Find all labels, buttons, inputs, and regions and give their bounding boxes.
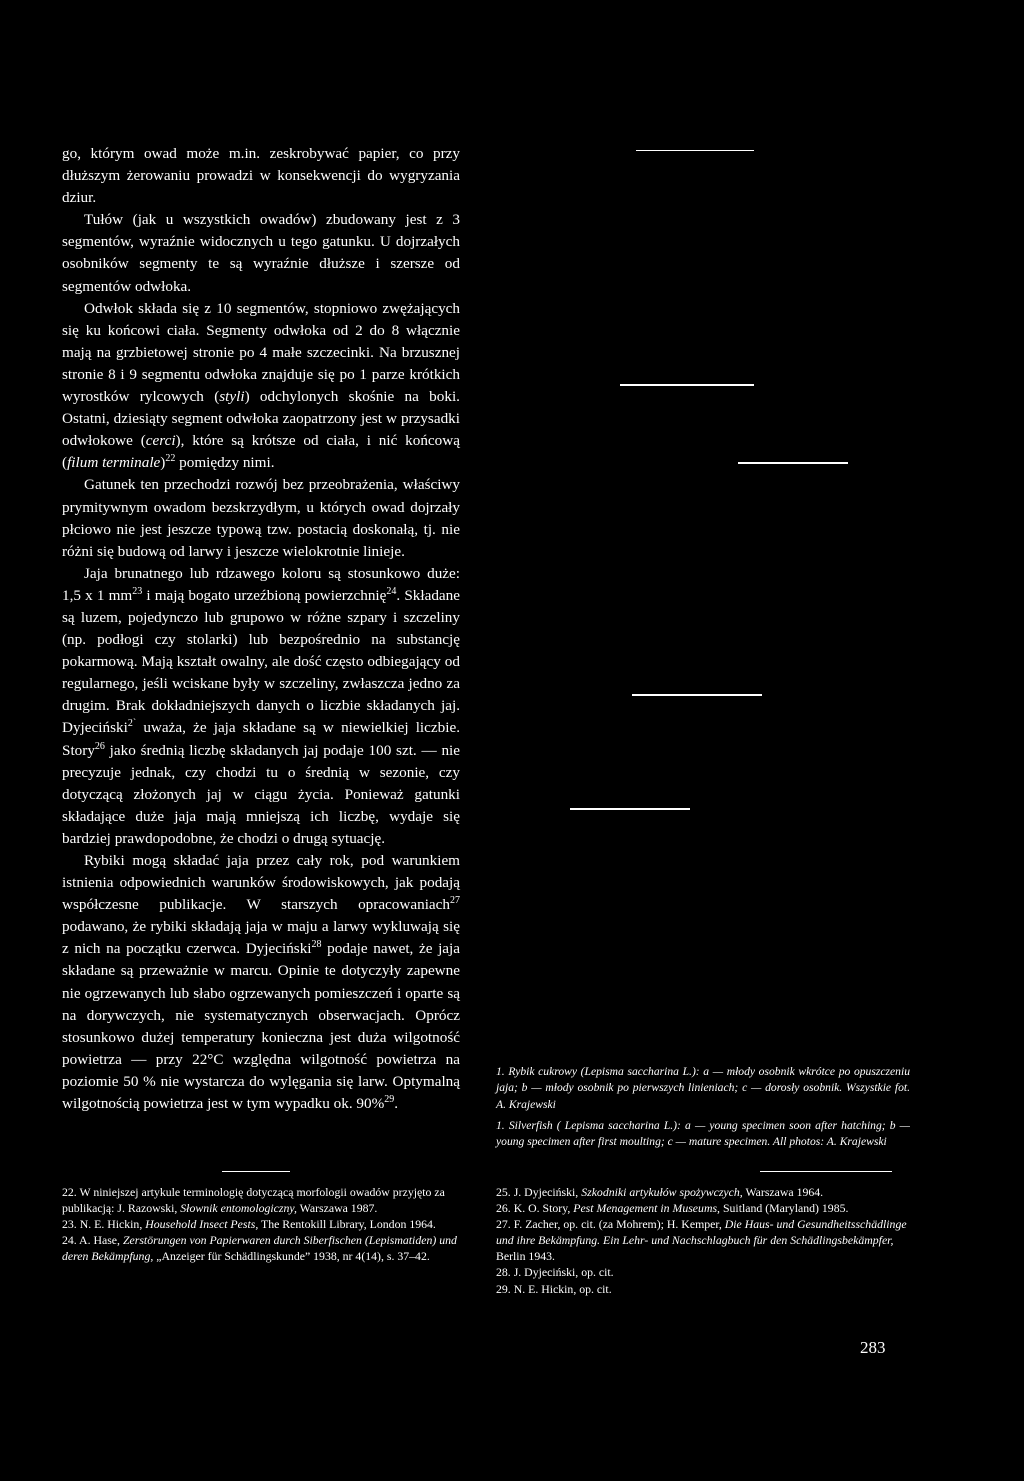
footnote-separator bbox=[760, 1171, 892, 1172]
paragraph: Tułów (jak u wszystkich owadów) zbudowany jest z 3 segmentów, wyraźnie widocznych u tego gatunku. U dojrzałych osobników segmenty te są wyraźnie dłuższe i szersze od segmentów odwłoka. bbox=[62, 211, 460, 295]
footnotes-left bbox=[62, 1184, 460, 1264]
footnote: 24. A. Hase, Zerstörungen von Papierwaren durch Siberfischen (Lepismatiden) und deren Bekämpfung, „Anzeiger für Schädlingskunde” 1938, nr 4(14), s. 37–42. bbox=[62, 1233, 457, 1264]
footnote-separator bbox=[222, 1171, 290, 1172]
photo-edge-line bbox=[738, 462, 848, 464]
photo-edge-line bbox=[620, 384, 754, 386]
footnote-ref: 23 bbox=[132, 585, 143, 597]
page-number: 283 bbox=[860, 1338, 886, 1357]
footnote-ref: 2` bbox=[127, 718, 137, 730]
photo-edge-line bbox=[570, 808, 690, 810]
paragraph: go, którym owad może m.in. zeskrobywać papier, co przy dłuższym żerowaniu prowadzi w konsekwencji do wygryzania dziur. bbox=[62, 145, 460, 207]
footnotes-right bbox=[496, 1184, 910, 1297]
figure-caption-polish: 1. Rybik cukrowy (Lepisma saccharina L.): a — młody osobnik wkrótce po opuszczeniu jaja; b — młody osobnik po pierwszych linieniach; c — dorosły osobnik. Wszystkie fot. A. Krajewski bbox=[496, 1065, 910, 1111]
footnote: 25. J. Dyjeciński, Szkodniki artykułów spożywczych, Warszawa 1964. bbox=[496, 1185, 824, 1199]
footnote: 27. F. Zacher, op. cit. (za Mohrem); H. Kemper, Die Haus- und Gesundheitsschädlinge und ihre Bekämpfung. Ein Lehr- und Nachschlagbuch für den Schädlingsbekämpfer, Berlin 1943. bbox=[496, 1217, 907, 1264]
paragraph: Rybiki mogą składać jaja przez cały rok, pod warunkiem istnienia odpowiednich warunków środowiskowych, jak podają współczesne publikacje. W starszych opracowaniach$^{27}$ podawano, że rybiki składają jaja w maju a larwy wykluwają się z nich na początku czerwca. Dyjeciński$^{28}$ podaje nawet, że jaja składane są przeważnie w marcu. Opinie te dotyczyły zapewne nie ogrzewanych lub słabo ogrzewanych pomieszczeń i oparte są na dorywczych, nie systematycznych obserwacjach. Oprócz stosunkowo dużej temperatury konieczna jest duża wilgotność powietrza — przy 22°C względna wilgotność powietrza na poziomie 50 % nie wystarcza do wylęgania się larw. Optymalną wilgotnością powietrza jest w tym wypadku ok. 90%$^{29}$. bbox=[62, 852, 460, 1113]
footnote-ref: 27 bbox=[450, 895, 460, 907]
footnote-ref: 26 bbox=[94, 740, 105, 752]
footnote-ref: 28 bbox=[311, 939, 322, 951]
footnote: 23. N. E. Hickin, Household Insect Pests, The Rentokill Library, London 1964. bbox=[62, 1217, 436, 1232]
paragraph: Odwłok składa się z 10 segmentów, stopniowo zwężających się ku końcowi ciała. Segmenty odwłoka od 2 do 8 włącznie mają na grzbietowej stronie po 4 małe szczecinki. Na brzusznej stronie 8 i 9 segmentu odwłoka znajduje się po 1 parze krótkich wyrostków rylcowych (styli) odchylonych skośnie na boki. Ostatni, dziesiąty segment odwłoka zaopatrzony jest w przysadki odwłokowe (cerci), które są krótsze od ciała, i nić końcową (filum terminale)$^{22}$ pomiędzy nimi. bbox=[62, 299, 460, 472]
paragraph: Jaja brunatnego lub rdzawego koloru są stosunkowo duże: 1,5 x 1 $mm^{23}$ i mają bogato urzeźbioną powierzchnię$^{24}$. Składane są luzem, pojedynczo lub grupowo w różne szpary i szczeliny (np. podłogi czy stolarki) lub bezpośrednio na substancję pokarmową. Mają kształt owalny, ale dość często odbiegający od regularnego, jeśli wciskane były w szczeliny, zwłaszcza jedno za drugim. Brak dokładniejszych danych o liczbie składanych jaj. Dyjeciński$^{2`}$ uważa, że jaja składane są w niewielkiej liczbie. Story$^{26}$ jako średnią liczbę składanych jaj podaje 100 szt. — nie precyzuje jednak, czy chodzi tu o średnią w sezonie, czy dotyczącą złożonych jaj w ciągu życia. Ponieważ gatunki składające duże jaja mają mniejszą ich liczbę, wydaje się bardziej prawdopodobne, że chodzi o drugą sytuację. bbox=[62, 564, 460, 847]
photo-edge-line bbox=[636, 150, 754, 151]
main-text-column bbox=[62, 143, 460, 1115]
figure-caption-english: 1. Silverfish ( Lepisma saccharina L.): a — young specimen soon after hatching; b — young specimen after first moulting; c — mature specimen. All photos: A. Krajewski bbox=[496, 1119, 910, 1149]
photo-edge-line bbox=[632, 694, 762, 696]
footnote: 28. J. Dyjeciński, op. cit. bbox=[496, 1265, 614, 1280]
paragraph: Gatunek ten przechodzi rozwój bez przeobrażenia, właściwy prymitywnym owadom bezskrzydłym, u których owad dojrzały płciowo nie jest jeszcze typową tzw. postacią doskonałą, tj. nie różni się budową od larwy i jeszcze wielokrotnie linieje. bbox=[62, 476, 460, 560]
footnote-ref: 29 bbox=[384, 1093, 395, 1105]
footnote-ref: 22 bbox=[165, 453, 176, 465]
footnote-ref: 24 bbox=[386, 585, 397, 597]
footnote: 26. K. O. Story, Pest Menagement in Museums, Suitland (Maryland) 1985. bbox=[496, 1201, 849, 1216]
footnote: 22. W niniejszej artykule terminologię dotyczącą morfologii owadów przyjęto za publikacją: J. Razowski, Słownik entomologiczny, Warszawa 1987. bbox=[62, 1185, 445, 1216]
footnote: 29. N. E. Hickin, op. cit. bbox=[496, 1281, 612, 1296]
